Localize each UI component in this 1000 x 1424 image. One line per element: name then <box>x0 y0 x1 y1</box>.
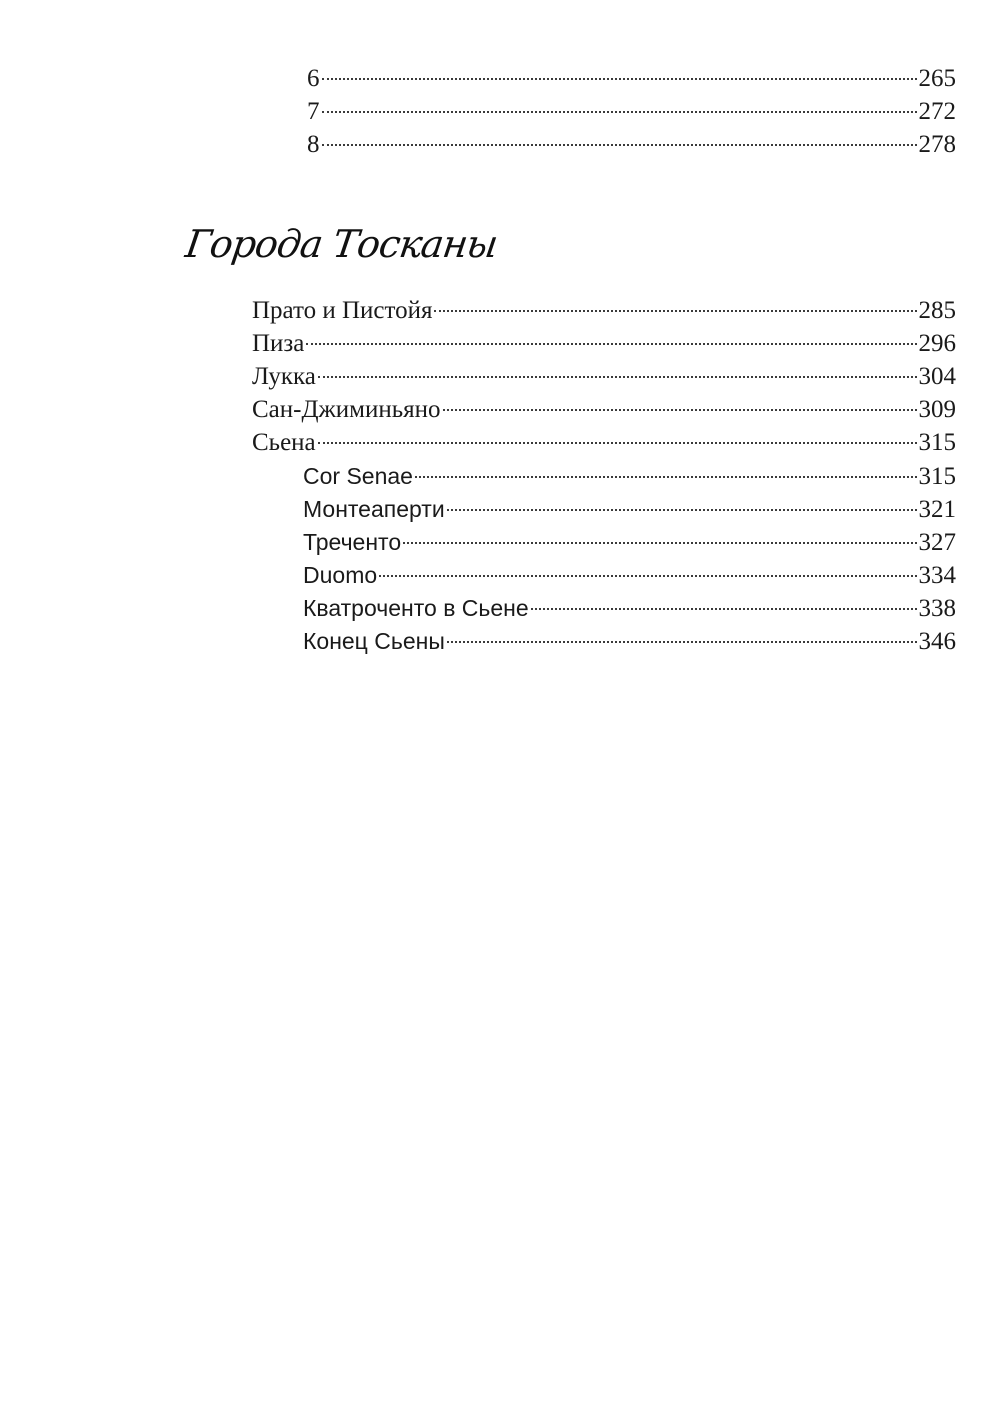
toc-subentry <box>303 591 956 625</box>
dot-leader <box>531 608 917 610</box>
toc-entry-page: 315 <box>918 429 956 456</box>
toc-entry-label: 7 <box>307 98 320 125</box>
toc-entry-label: Кватроченто в Сьене <box>303 595 529 621</box>
toc-entry-page: 265 <box>918 65 956 92</box>
toc-entry-page: 309 <box>918 396 956 423</box>
toc-entry-label: Прато и Пистойя <box>252 297 433 324</box>
toc-entry-page: 272 <box>918 98 956 125</box>
toc-entry-page: 327 <box>918 529 956 556</box>
dot-leader <box>447 509 917 511</box>
toc-entry-page: 315 <box>918 463 956 490</box>
toc-subentry <box>303 624 956 658</box>
toc-entry-label: Cor Senae <box>303 463 413 489</box>
toc-entry <box>252 294 956 328</box>
toc-entry-page: 296 <box>918 330 956 357</box>
dot-leader <box>318 442 917 444</box>
toc-entry-page: 278 <box>918 131 956 158</box>
dot-leader <box>415 476 917 478</box>
toc-entry-page: 285 <box>918 297 956 324</box>
toc-entry-label: Треченто <box>303 529 402 555</box>
toc-subentry <box>303 525 956 559</box>
toc-entry <box>252 327 956 361</box>
toc-entry-label: Сан-Джиминьяно <box>252 396 441 423</box>
toc-entry <box>307 95 956 129</box>
dot-leader <box>403 542 916 544</box>
dot-leader <box>322 78 917 80</box>
dot-leader <box>322 111 917 113</box>
toc-entry <box>307 62 956 96</box>
toc-entry-page: 346 <box>918 628 956 655</box>
dot-leader <box>447 641 917 643</box>
toc-entry-label: 8 <box>307 131 320 158</box>
toc-entry-label: Duomo <box>303 562 378 588</box>
toc-subentry <box>303 492 956 526</box>
toc-entry <box>252 360 956 394</box>
toc-entry <box>307 128 956 162</box>
dot-leader <box>434 310 916 312</box>
toc-subentry <box>303 558 956 592</box>
toc-entry-label: Лукка <box>252 363 316 390</box>
toc-subentry <box>303 459 956 493</box>
toc-entry-label: Конец Сьены <box>303 628 445 654</box>
toc-entry-page: 304 <box>918 363 956 390</box>
dot-leader <box>443 409 917 411</box>
toc-entry <box>252 426 956 460</box>
toc-entry-label: Пиза <box>252 330 305 357</box>
toc-entry-page: 334 <box>918 562 956 589</box>
toc-entry-label: Сьена <box>252 429 316 456</box>
toc-entry-page: 321 <box>918 496 956 523</box>
toc-entry-label: Монтеаперти <box>303 496 445 522</box>
dot-leader <box>318 376 917 378</box>
toc-entry-label: 6 <box>307 65 320 92</box>
dot-leader <box>379 575 916 577</box>
dot-leader <box>306 343 916 345</box>
dot-leader <box>322 144 917 146</box>
toc-entry <box>252 393 956 427</box>
section-heading: Города Тосканы <box>182 222 500 266</box>
toc-entry-page: 338 <box>918 595 956 622</box>
